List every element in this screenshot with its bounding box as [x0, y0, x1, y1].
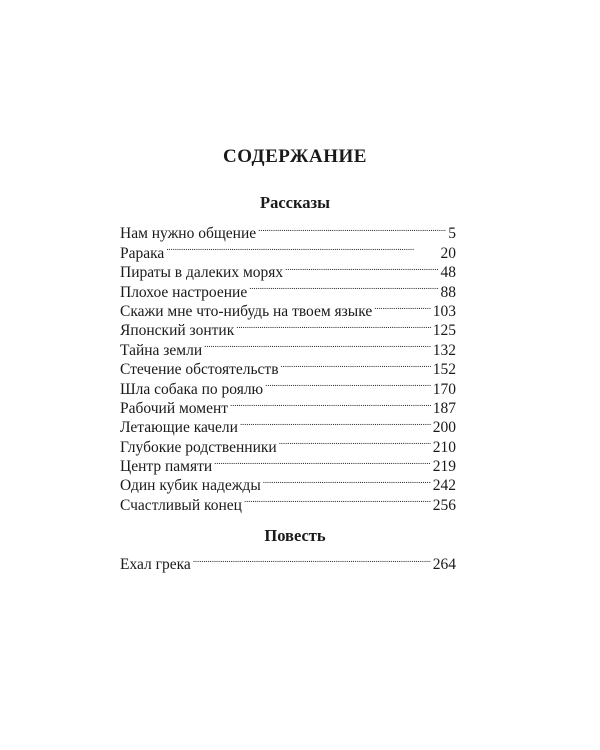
toc-entry-page-number: 20 [440, 244, 456, 262]
dot-leader [281, 355, 431, 374]
dot-leader [193, 550, 431, 569]
dot-leader [265, 374, 431, 393]
toc-entry-page-number: 88 [440, 283, 456, 301]
toc-list-stories [120, 219, 456, 514]
toc-entry-title: Один кубик надежды [120, 477, 261, 495]
toc-entry-title: Глубокие родственники [120, 438, 277, 456]
dot-leader [258, 219, 446, 238]
toc-entry-title: Ехал грека [120, 556, 191, 574]
section-heading-novella: Повесть [264, 526, 326, 545]
toc-entry-title: Японский зонтик [120, 322, 235, 340]
toc-entry-title: Скажи мне что-нибудь на твоем языке [120, 302, 373, 320]
dot-leader [263, 471, 431, 490]
section-heading-stories: Рассказы [260, 193, 330, 212]
dot-leader [240, 413, 431, 432]
toc-entry-title: Счастливый конец [120, 496, 242, 514]
toc-entry-title: Летающие качели [120, 419, 238, 437]
toc-entry [120, 219, 456, 243]
toc-entry-page-number: 170 [432, 380, 456, 398]
toc-entry-page-number: 132 [432, 341, 456, 359]
toc-entry-page-number: 103 [432, 302, 456, 320]
toc-entry-page-number: 125 [432, 322, 456, 340]
toc-entry-title: Стечение обстоятельств [120, 361, 279, 379]
toc-entry-page-number: 210 [432, 438, 456, 456]
dot-leader [236, 316, 431, 335]
dot-leader [374, 297, 431, 316]
dot-leader [166, 238, 438, 257]
toc-entry [120, 238, 456, 262]
toc-list-novella [120, 550, 456, 574]
dot-leader [214, 452, 431, 471]
dot-leader [285, 258, 438, 277]
dot-leader [279, 432, 431, 451]
toc-entry-page-number: 256 [432, 496, 456, 514]
toc-entry [120, 550, 456, 574]
toc-entry-title: Рарака [120, 244, 165, 262]
toc-entry-title: Шла собака по роялю [120, 380, 264, 398]
toc-entry-title: Нам нужно общение [120, 225, 257, 243]
dot-leader [204, 335, 431, 354]
toc-entry-title: Центр памяти [120, 458, 213, 476]
toc-entry-title: Рабочий момент [120, 399, 229, 417]
toc-entry-title: Плохое настроение [120, 283, 248, 301]
toc-entry-title: Пираты в далеких морях [120, 264, 284, 282]
toc-entry-page-number: 219 [432, 458, 456, 476]
page-title: СОДЕРЖАНИЕ [223, 146, 367, 167]
dot-leader [230, 394, 431, 413]
toc-entry-page-number: 152 [432, 361, 456, 379]
toc-entry-page-number: 264 [432, 556, 456, 574]
toc-entry-page-number: 48 [440, 264, 456, 282]
dot-leader [244, 490, 431, 509]
toc-entry-page-number: 200 [432, 419, 456, 437]
toc-entry-title: Тайна земли [120, 341, 203, 359]
toc-entry-page-number: 242 [432, 477, 456, 495]
toc-entry-page-number: 5 [448, 225, 456, 243]
toc-entry [120, 258, 456, 282]
toc-entry-page-number: 187 [432, 399, 456, 417]
dot-leader [249, 277, 438, 296]
